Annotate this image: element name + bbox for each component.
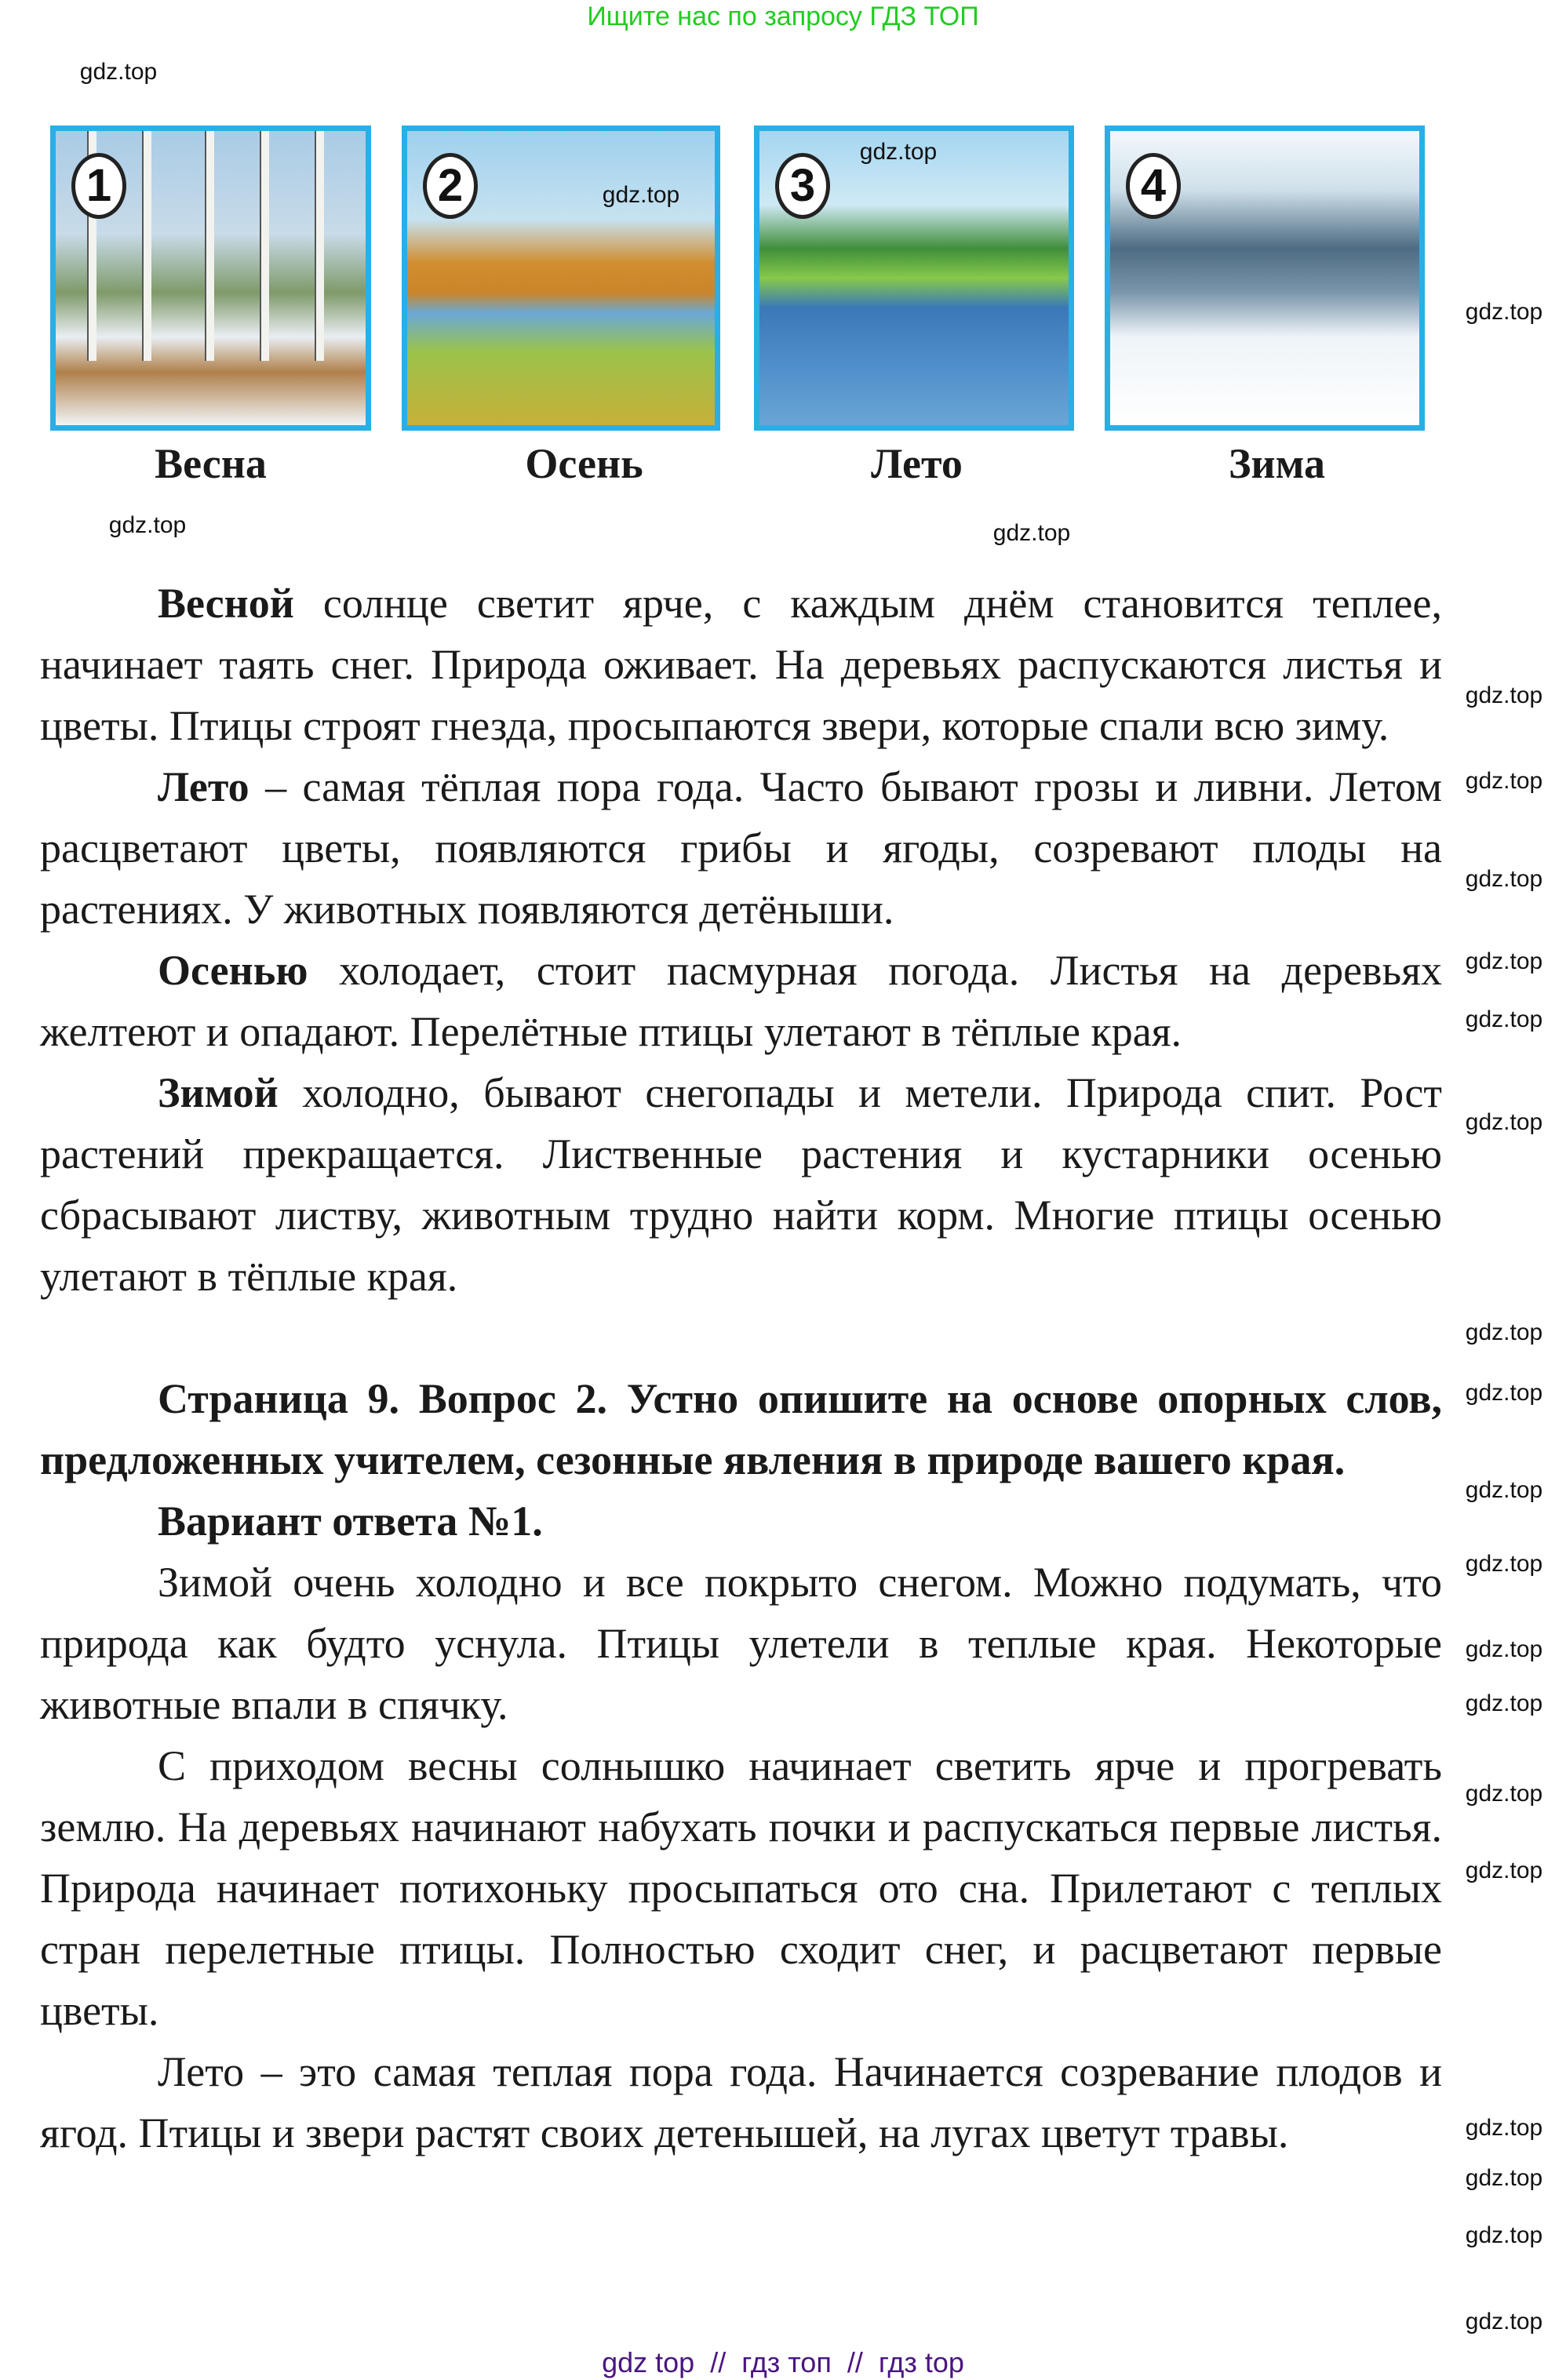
winter-image xyxy=(1105,126,1425,431)
image-label: Весна xyxy=(155,440,267,487)
summer-image xyxy=(754,126,1074,431)
watermark: gdz.top xyxy=(1465,1109,1543,1135)
watermark: gdz.top xyxy=(1465,948,1543,974)
watermark: gdz.top xyxy=(1465,1380,1543,1406)
watermark: gdz.top xyxy=(1465,2115,1543,2141)
watermark: gdz.top xyxy=(1465,2309,1543,2335)
answer-title-text: Вариант ответа №1. xyxy=(158,1498,543,1545)
image-label: Лето xyxy=(871,440,963,487)
spring-image xyxy=(50,126,371,431)
paragraph-winter xyxy=(40,1062,1442,1307)
lead-word: Весной xyxy=(158,580,294,627)
watermark: gdz.top xyxy=(1465,1551,1543,1577)
watermark: gdz.top xyxy=(1465,1319,1543,1345)
watermark: gdz.top xyxy=(1465,1858,1543,1883)
number-badge: 2 xyxy=(423,153,478,219)
watermark: gdz.top xyxy=(1465,299,1543,325)
image-label: Зима xyxy=(1228,440,1326,487)
watermark: gdz.top xyxy=(1465,2165,1543,2191)
watermark: gdz.top xyxy=(1465,682,1543,708)
number-badge: 1 xyxy=(71,153,126,219)
watermark: gdz.top xyxy=(1465,1636,1543,1662)
watermark: gdz.top xyxy=(602,182,680,208)
paragraph-text: солнце светит ярче, с каждым днём становится теплее, начинает таять снег. Природа оживает. На деревьях распускаются листья и цветы. Птицы строят гнезда, просыпаются звери, которые спали всю зиму. xyxy=(40,580,1442,749)
paragraph-text: холодно, бывают снегопады и метели. Природа спит. Рост растений прекращается. Лиственные растения и кустарники осенью сбрасывают листву, животным трудно найти корм. Многие птицы осенью улетают в тёплые края. xyxy=(40,1069,1442,1300)
watermark: gdz.top xyxy=(1465,768,1543,794)
number-badge: 3 xyxy=(775,153,830,219)
watermark: gdz.top xyxy=(992,520,1071,546)
paragraph-text: холодает, стоит пасмурная погода. Листья на деревьях желтеют и опадают. Перелётные птицы улетают в тёплые края. xyxy=(40,947,1442,1055)
image-label: Осень xyxy=(525,440,643,487)
answer-title xyxy=(40,1490,1442,1552)
watermark: gdz.top xyxy=(1465,1690,1543,1716)
watermark: gdz.top xyxy=(1465,866,1543,892)
watermark: gdz.top xyxy=(1465,1781,1543,1807)
lead-word: Зимой xyxy=(158,1069,279,1116)
watermark: gdz.top xyxy=(1465,1006,1543,1032)
lead-word: Лето xyxy=(158,763,249,810)
document-body xyxy=(40,573,1442,2163)
lead-word: Осенью xyxy=(158,947,308,994)
watermark: gdz.top xyxy=(859,139,938,165)
footer-links[interactable]: gdz top // гдз топ // гдз top xyxy=(602,2346,964,2378)
watermark: gdz.top xyxy=(1465,2222,1543,2248)
question-heading xyxy=(40,1368,1442,1490)
watermark: gdz.top xyxy=(79,59,158,85)
answer-paragraph: Лето – это самая теплая пора года. Начинается созревание плодов и ягод. Птицы и звери растят своих детенышей, на лугах цветут травы. xyxy=(40,2048,1442,2156)
answer-paragraph: Зимой очень холодно и все покрыто снегом. Можно подумать, что природа как будто уснула. Птицы улетели в теплые края. Некоторые животные впали в спячку. xyxy=(40,1559,1442,1728)
search-banner[interactable]: Ищите нас по запросу ГДЗ ТОП xyxy=(587,2,979,31)
watermark: gdz.top xyxy=(108,512,187,538)
question-text: Страница 9. Вопрос 2. Устно опишите на основе опорных слов, предложенных учителем, сезонные явления в природе вашего края. xyxy=(40,1375,1442,1483)
autumn-image xyxy=(402,126,720,431)
number-badge: 4 xyxy=(1126,153,1181,219)
answer-paragraph: С приходом весны солнышко начинает светить ярче и прогревать землю. На деревьях начинают набухать почки и распускаться первые листья. Природа начинает потихоньку просыпаться ото сна. Прилетают с теплых стран перелетные птицы. Полностью сходит снег, и расцветают первые цветы. xyxy=(40,1742,1442,2034)
watermark: gdz.top xyxy=(1465,1477,1543,1503)
paragraph-autumn xyxy=(40,940,1442,1062)
paragraph-text: – самая тёплая пора года. Часто бывают грозы и ливни. Летом расцветают цветы, появляются грибы и ягоды, созревают плоды на растениях. У животных появляются детёныши. xyxy=(40,763,1442,933)
paragraph-summer xyxy=(40,756,1442,940)
paragraph-spring xyxy=(40,573,1442,756)
spacer xyxy=(40,1307,1442,1368)
